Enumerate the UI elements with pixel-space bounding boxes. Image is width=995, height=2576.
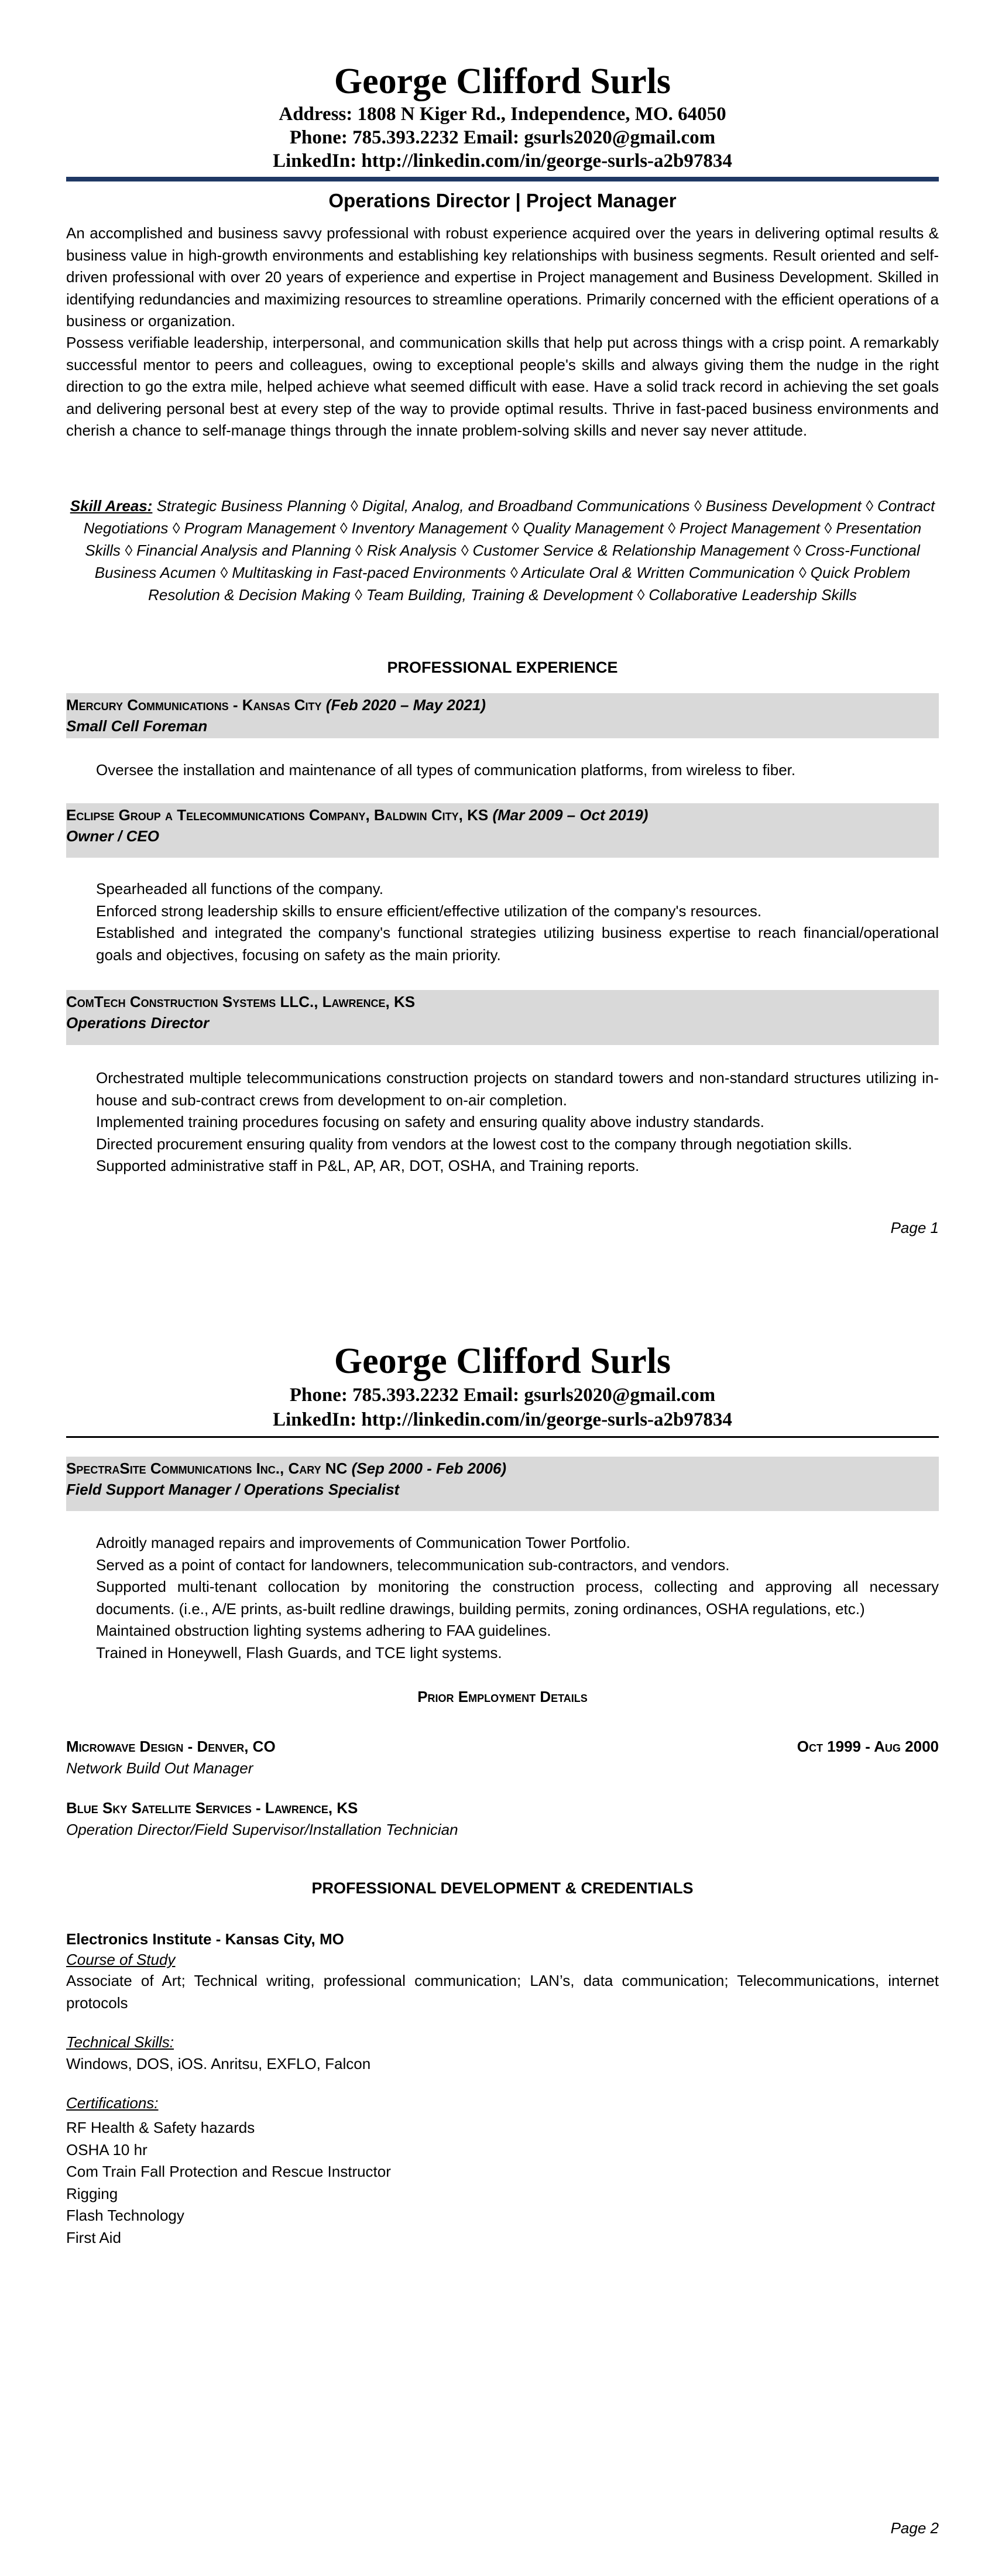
duty-item: Enforced strong leadership skills to ensure efficient/effective utilization of the company's resources. [96, 902, 762, 920]
section-heading: PROFESSIONAL DEVELOPMENT & CREDENTIALS [311, 1879, 694, 1897]
header-divider [66, 1436, 939, 1438]
candidate-name: George Clifford Surls [334, 1341, 671, 1381]
section-heading: Prior Employment Details [417, 1688, 588, 1705]
job-header [66, 803, 939, 858]
certification-item: First Aid [66, 2228, 121, 2246]
duty-item: Spearheaded all functions of the company. [96, 880, 383, 898]
duty-item: Supported multi-tenant collocation by monitoring the construction process, collecting and approving all necessary documents. (i.e., A/E prints, as-built redline drawings, building permits, zoning ordinances, OSHA regulations, etc.) [96, 1578, 939, 1618]
skill-areas-label: Skill Areas: [70, 497, 153, 515]
company: Mercury Communications - Kansas City [66, 696, 322, 714]
job-dates: (Feb 2020 – May 2021) [325, 696, 486, 714]
summary-paragraph: An accomplished and business savvy professional with robust experience acquired over the years in delivering optimal results & business value in high-growth environments and establishing key relationships with business segments. Result oriented and self-driven professional with over 20 years of experience and expertise in Project management and Business Development. Skilled in identifying redundancies and maximizing resources to streamline operations. Primarily concerned with the efficient operations of a business or organization. [66, 224, 939, 330]
job-role: Owner / CEO [66, 827, 159, 845]
company: SpectraSite Communications Inc., Cary NC [66, 1460, 348, 1477]
job-header [66, 990, 939, 1045]
address: Address: 1808 N Kiger Rd., Independence, MO. 64050 [279, 104, 726, 125]
course-label: Course of Study [66, 1951, 176, 1968]
linkedin[interactable]: LinkedIn: http://linkedin.com/in/george-surls-a2b97834 [273, 1409, 732, 1430]
tech-skills-text: Windows, DOS, iOS. Anritsu, EXFLO, Falcon [66, 2055, 371, 2073]
certification-item: Com Train Fall Protection and Rescue Instructor [66, 2163, 391, 2180]
duty-item: Adroitly managed repairs and improvements of Communication Tower Portfolio. [96, 1534, 630, 1551]
duty-item: Established and integrated the company's functional strategies utilizing business expertise to reach financial/operational goals and objectives, focusing on safety as the main priority. [96, 924, 939, 964]
certification-item: RF Health & Safety hazards [66, 2119, 255, 2136]
prior-company: Blue Sky Satellite Services - Lawrence, KS [66, 1799, 358, 1817]
duty-item: Supported administrative staff in P&L, AP, AR, DOT, OSHA, and Training reports. [96, 1157, 640, 1174]
skill-areas-list: Strategic Business Planning ◊ Digital, Analog, and Broadband Communications ◊ Business Development ◊ Contract Negotiations ◊ Program Management ◊ Inventory Management ◊ Quality Management ◊ Project Management ◊ Presentation Skills ◊ Financial Analysis and Planning ◊ Risk Analysis ◊ Customer Service & Relationship Management ◊ Cross-Functional Business Acumen ◊ Multitasking in Fast-paced Environments ◊ Articulate Oral & Written Communication ◊ Quick Problem Resolution & Decision Making ◊ Team Building, Training & Development ◊ Collaborative Leadership Skills [83, 497, 935, 604]
duty-item: Oversee the installation and maintenance of all types of communication platforms, from wireless to fiber. [96, 761, 796, 779]
duty-item: Served as a point of contact for landowners, telecommunication sub-contractors, and vendors. [96, 1556, 730, 1574]
certifications-list [66, 2117, 939, 2249]
job-dates: (Mar 2009 – Oct 2019) [492, 806, 649, 824]
phone-email: Phone: 785.393.2232 Email: gsurls2020@gmail.com [289, 127, 716, 148]
job-dates: (Sep 2000 - Feb 2006) [351, 1460, 507, 1477]
headline: Operations Director | Project Manager [328, 190, 677, 211]
school-name: Electronics Institute - Kansas City, MO [66, 1930, 344, 1948]
certification-item: Rigging [66, 2184, 118, 2202]
certification-item: Flash Technology [66, 2207, 184, 2224]
job-role: Small Cell Foreman [66, 717, 208, 735]
course-text: Associate of Art; Technical writing, professional communication; LAN’s, data communication; Telecommunications, internet protocols [66, 1972, 939, 2012]
section-heading: PROFESSIONAL EXPERIENCE [387, 659, 618, 676]
job-header [66, 693, 939, 738]
linkedin[interactable]: LinkedIn: http://linkedin.com/in/george-surls-a2b97834 [273, 150, 732, 172]
prior-role: Network Build Out Manager [66, 1759, 253, 1777]
job-role: Field Support Manager / Operations Specialist [66, 1481, 400, 1498]
tech-skills-label: Technical Skills: [66, 2033, 174, 2051]
header-divider [66, 177, 939, 181]
skill-areas [66, 495, 939, 606]
certification-item: OSHA 10 hr [66, 2140, 147, 2159]
prior-dates: Oct 1999 - Aug 2000 [797, 1738, 939, 1755]
duty-item: Orchestrated multiple telecommunications construction projects on standard towers and non-standard structures utilizing in-house and sub-contract crews from development to on-air completion. [96, 1069, 939, 1109]
duty-item: Directed procurement ensuring quality from vendors at the lowest cost to the company through negotiation skills. [96, 1135, 853, 1153]
job-duties [96, 1532, 939, 1664]
job-duties [96, 878, 939, 966]
job-role: Operations Director [66, 1014, 210, 1032]
duty-item: Trained in Honeywell, Flash Guards, and TCE light systems. [96, 1643, 502, 1662]
duty-item: Maintained obstruction lighting systems adhering to FAA guidelines. [96, 1622, 551, 1639]
job-duties [96, 759, 939, 782]
summary-paragraph: Possess verifiable leadership, interpersonal, and communication skills that help put across things with a crisp point. A remarkably successful mentor to peers and colleagues, owing to exceptional people's skills and always giving them the nudge in the right direction to go the extra mile, helped achieve what seemed difficult with ease. Have a solid track record in achieving the set goals and delivering personal best at every step of the way to provide optimal results. Thrive in fast-paced business environments and cherish a chance to self-manage things through the innate problem-solving skills and never say never attitude. [66, 334, 939, 439]
job-header [66, 1457, 939, 1511]
page-number: Page 2 [890, 2519, 939, 2537]
company: Eclipse Group a Telecommunications Company, Baldwin City, KS [66, 806, 489, 824]
company: ComTech Construction Systems LLC., Lawrence, KS [66, 993, 416, 1010]
candidate-name: George Clifford Surls [334, 61, 671, 101]
phone-email: Phone: 785.393.2232 Email: gsurls2020@gmail.com [289, 1385, 716, 1406]
job-duties [96, 1067, 939, 1177]
page-number: Page 1 [890, 1219, 939, 1236]
prior-company: Microwave Design - Denver, CO [66, 1738, 276, 1755]
duty-item: Implemented training procedures focusing on safety and ensuring quality above industry standards. [96, 1113, 764, 1131]
prior-role: Operation Director/Field Supervisor/Installation Technician [66, 1821, 458, 1838]
certifications-label: Certifications: [66, 2094, 159, 2112]
